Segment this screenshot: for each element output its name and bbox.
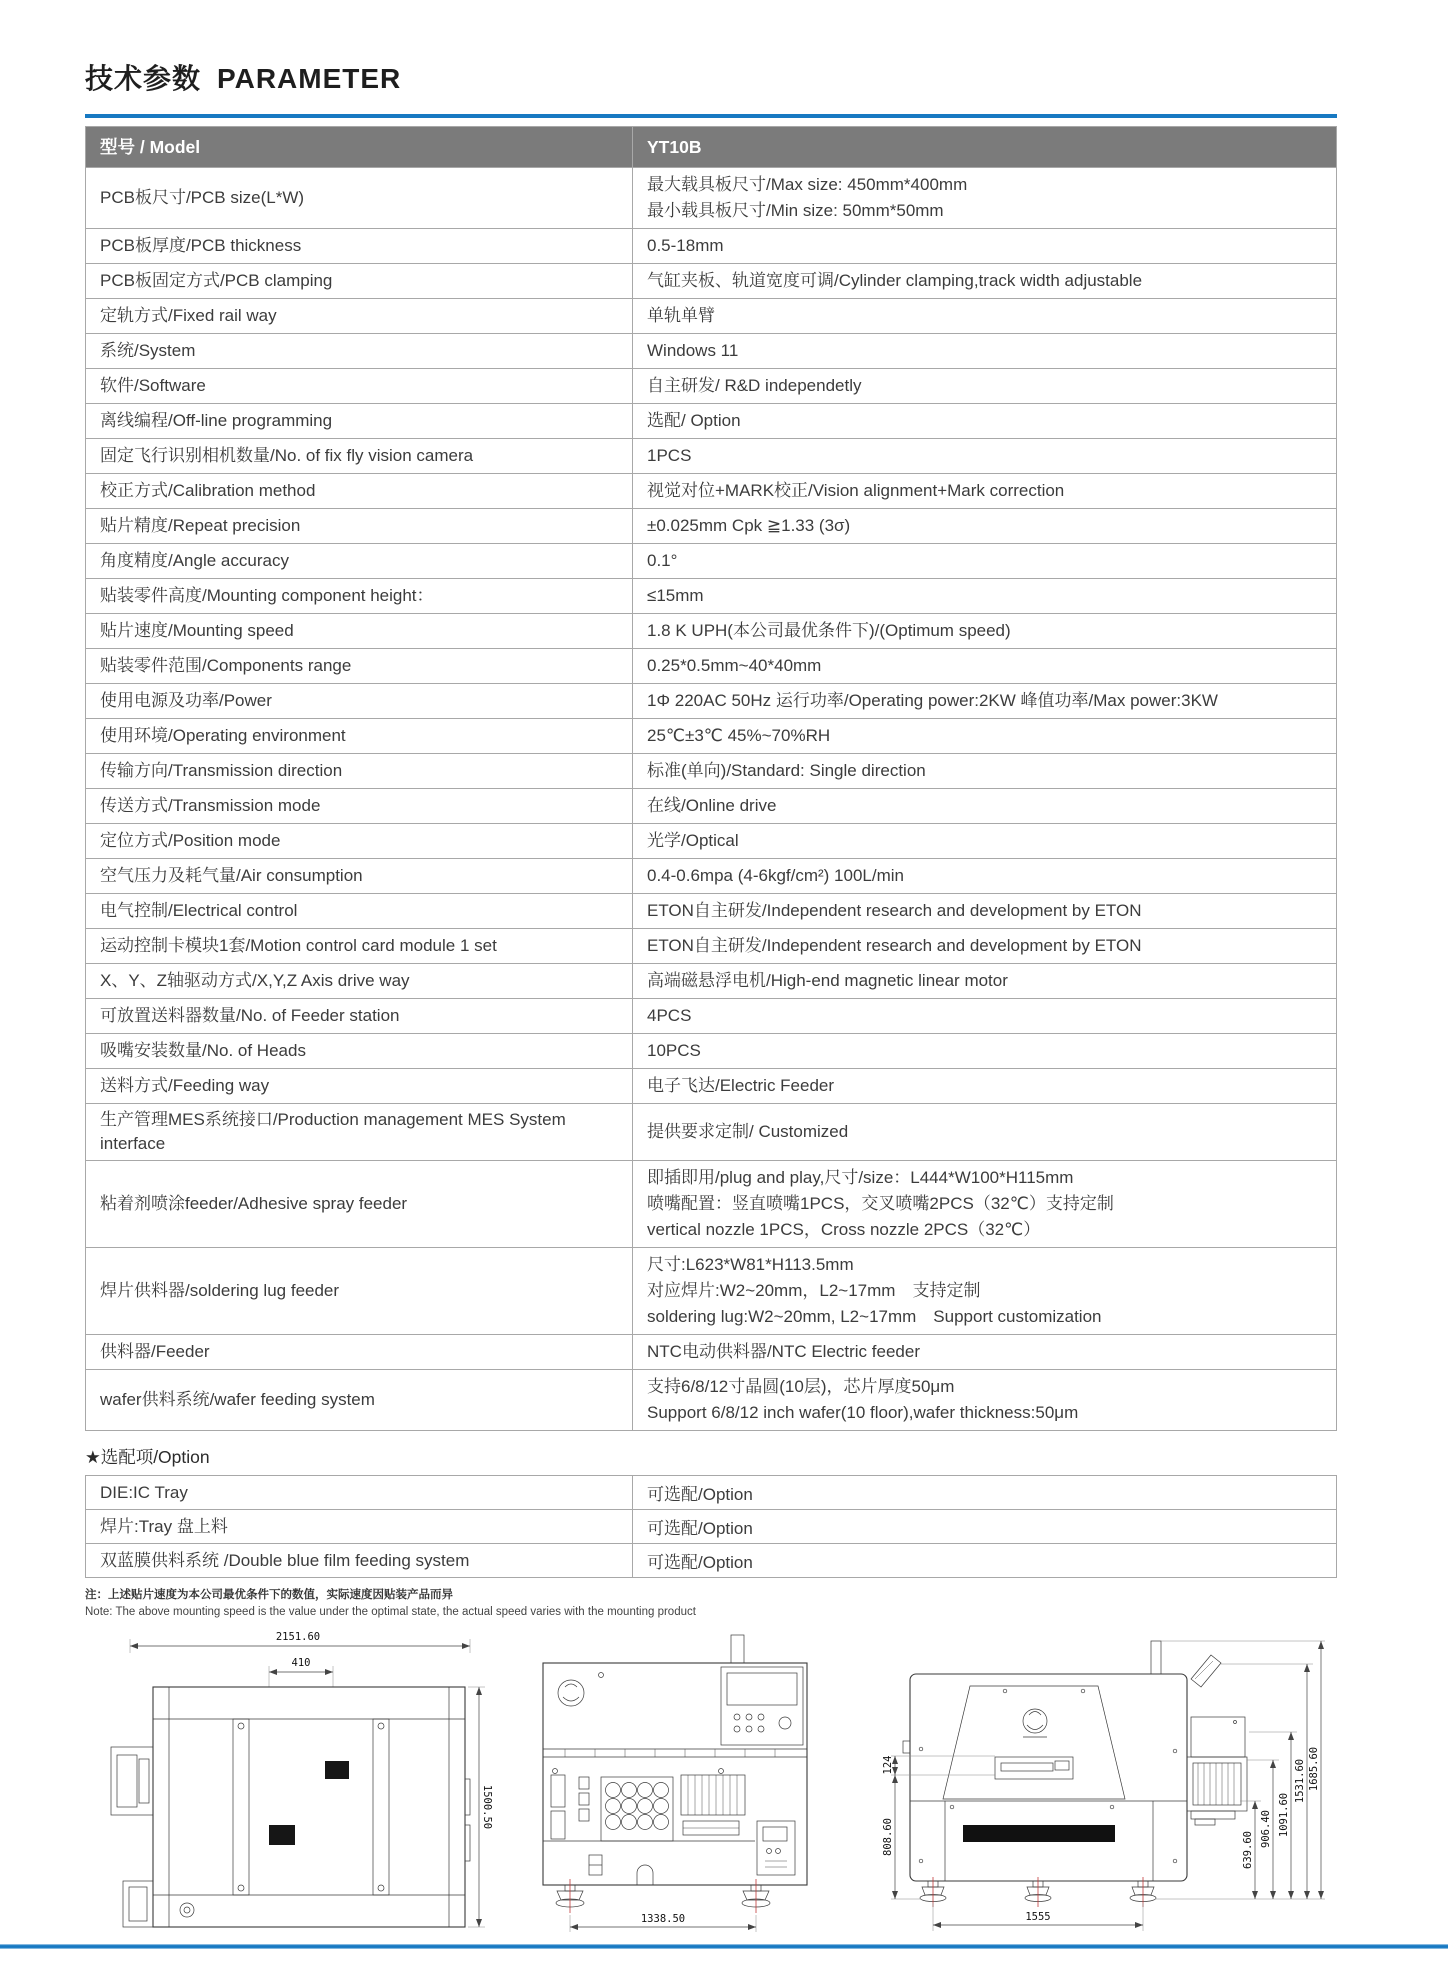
spec-value [633,1161,1337,1248]
note-en: Note: The above mounting speed is the value under the optimal state, the actual speed varies with the mounting product [85,1606,696,1618]
spec-label: 贴装零件范围/Components range [86,649,633,684]
spec-row [86,334,1337,369]
spec-label: 送料方式/Feeding way [86,1069,633,1104]
dim-side-upper-offset: 124 [882,1755,894,1775]
top-view-drawing [85,1629,495,1949]
spec-row [86,1335,1337,1370]
option-row [86,1476,1337,1510]
spec-label: 校正方式/Calibration method [86,474,633,509]
model-header-row [86,127,1337,168]
dimension-drawings [85,1629,1337,1949]
option-value: 可选配/Option [633,1544,1337,1578]
spec-value [633,894,1337,929]
spec-value-line: vertical nozzle 1PCS，Cross nozzle 2PCS（32℃） [647,1220,1041,1239]
spec-row [86,614,1337,649]
spec-row [86,1161,1337,1248]
spec-row [86,719,1337,754]
spec-value-line: 最小载具板尺寸/Min size: 50mm*50mm [647,201,944,220]
spec-value [633,1248,1337,1335]
page-title-en: PARAMETER [217,63,402,94]
spec-label: PCB板尺寸/PCB size(L*W) [86,168,633,229]
model-header-label: 型号 / Model [86,127,633,168]
dim-side-monitor-bottom: 639.60 [1242,1831,1254,1869]
spec-value-line: 视觉对位+MARK校正/Vision alignment+Mark correction [647,481,1065,500]
model-header-value: YT10B [633,127,1337,168]
spec-label: 空气压力及耗气量/Air consumption [86,859,633,894]
spec-value [633,859,1337,894]
spec-label: 定轨方式/Fixed rail way [86,299,633,334]
spec-value [633,299,1337,334]
dim-side-monitor-mid: 906.40 [1260,1810,1272,1848]
spec-row [86,929,1337,964]
spec-value-line: 10PCS [647,1041,701,1060]
spec-label: PCB板固定方式/PCB clamping [86,264,633,299]
spec-row [86,894,1337,929]
spec-value [633,964,1337,999]
dim-front-feet-span: 1338.50 [640,1913,686,1925]
spec-value-line: ±0.025mm Cpk ≧1.33 (3σ) [647,516,851,535]
spec-value [633,229,1337,264]
spec-row [86,789,1337,824]
spec-label: 定位方式/Position mode [86,824,633,859]
page-bottom-rule [0,1944,1448,1949]
spec-value-line: 提供要求定制/ Customized [647,1122,849,1141]
option-label: 双蓝膜供料系统 /Double blue film feeding system [86,1544,633,1578]
spec-value-line: 1PCS [647,446,692,465]
spec-label: 离线编程/Off-line programming [86,404,633,439]
spec-label: 生产管理MES系统接口/Production management MES System interface [86,1104,633,1161]
spec-value [633,1335,1337,1370]
spec-label: 运动控制卡模块1套/Motion control card module 1 set [86,929,633,964]
spec-value [633,999,1337,1034]
spec-row [86,439,1337,474]
dim-top-track-width: 410 [291,1657,311,1669]
spec-row [86,579,1337,614]
dim-side-base-height: 808.60 [882,1818,894,1856]
spec-value-line: 高端磁悬浮电机/High-end magnetic linear motor [647,971,1008,990]
spec-value [633,544,1337,579]
side-view-drawing [855,1629,1325,1949]
dim-side-monitor-top: 1091.60 [1278,1792,1290,1838]
spec-value-line: 支持6/8/12寸晶圆(10层)，芯片厚度50μm [647,1377,955,1396]
option-value: 可选配/Option [633,1510,1337,1544]
spec-label: PCB板厚度/PCB thickness [86,229,633,264]
spec-value-line: 1Φ 220AC 50Hz 运行功率/Operating power:2KW 峰值功率/Max power:3KW [647,691,1218,710]
spec-value-line: Windows 11 [647,341,739,360]
page-title-zh: 技术参数 [85,63,202,94]
spec-label: 贴片速度/Mounting speed [86,614,633,649]
option-value: 可选配/Option [633,1476,1337,1510]
dim-top-overall-width: 2151.60 [275,1631,321,1643]
spec-value [633,334,1337,369]
spec-label: 供料器/Feeder [86,1335,633,1370]
spec-row [86,229,1337,264]
spec-value-line: NTC电动供料器/NTC Electric feeder [647,1342,920,1361]
spec-value [633,789,1337,824]
spec-row [86,264,1337,299]
spec-row [86,369,1337,404]
spec-row [86,824,1337,859]
spec-row [86,1104,1337,1161]
spec-row [86,168,1337,229]
spec-value [633,719,1337,754]
spec-row [86,684,1337,719]
spec-label: 焊片供料器/soldering lug feeder [86,1248,633,1335]
spec-value-line: 喷嘴配置：竖直喷嘴1PCS，交叉喷嘴2PCS（32℃）支持定制 [647,1194,1114,1213]
spec-label: 系统/System [86,334,633,369]
option-row [86,1510,1337,1544]
spec-row [86,1034,1337,1069]
spec-label: 粘着剂喷涂feeder/Adhesive spray feeder [86,1161,633,1248]
spec-value-line: 光学/Optical [647,831,739,850]
spec-value-line: 0.4-0.6mpa (4-6kgf/cm²) 100L/min [647,866,904,885]
spec-value-line: 即插即用/plug and play,尺寸/size：L444*W100*H115mm [647,1168,1074,1187]
spec-row [86,649,1337,684]
spec-value [633,649,1337,684]
option-section-heading: ★选配项/Option [85,1447,210,1467]
spec-value-line: 0.25*0.5mm~40*40mm [647,656,822,675]
spec-value-line: 单轨单臂 [647,306,715,325]
spec-label: 使用环境/Operating environment [86,719,633,754]
spec-label: 使用电源及功率/Power [86,684,633,719]
title-underline [85,114,1337,118]
spec-label: X、Y、Z轴驱动方式/X,Y,Z Axis drive way [86,964,633,999]
spec-label: 电气控制/Electrical control [86,894,633,929]
front-view-drawing [525,1629,825,1949]
spec-value [633,684,1337,719]
spec-value [633,754,1337,789]
spec-value [633,614,1337,649]
spec-label: 软件/Software [86,369,633,404]
spec-value-line: 4PCS [647,1006,692,1025]
dim-side-body-top: 1531.60 [1294,1758,1306,1804]
spec-value-line: ≤15mm [647,586,704,605]
dim-top-overall-depth: 1500.50 [481,1784,493,1830]
spec-value [633,168,1337,229]
spec-label: wafer供料系统/wafer feeding system [86,1370,633,1431]
spec-value [633,264,1337,299]
option-label: DIE:IC Tray [86,1476,633,1510]
spec-value-line: 1.8 K UPH(本公司最优条件下)/(Optimum speed) [647,621,1011,640]
spec-value [633,439,1337,474]
spec-value [633,474,1337,509]
spec-value [633,1370,1337,1431]
spec-value [633,1104,1337,1161]
spec-value-line: ETON自主研发/Independent research and development by ETON [647,901,1142,920]
spec-value-line: 在线/Online drive [647,796,777,815]
spec-value [633,369,1337,404]
spec-row [86,474,1337,509]
option-table [85,1475,1337,1578]
spec-value-line: ETON自主研发/Independent research and development by ETON [647,936,1142,955]
spec-row [86,1248,1337,1335]
page-title [85,62,1337,96]
spec-row [86,964,1337,999]
spec-row [86,544,1337,579]
spec-value-line: Support 6/8/12 inch wafer(10 floor),wafer thickness:50μm [647,1403,1079,1422]
spec-label: 传输方向/Transmission direction [86,754,633,789]
spec-value [633,509,1337,544]
spec-value-line: 电子飞达/Electric Feeder [647,1076,835,1095]
spec-label: 吸嘴安装数量/No. of Heads [86,1034,633,1069]
spec-row [86,404,1337,439]
parameter-table [85,126,1337,1431]
footnotes [85,1587,1337,1621]
spec-value-line: 标准(单向)/Standard: Single direction [647,761,926,780]
spec-label: 角度精度/Angle accuracy [86,544,633,579]
dim-side-feet-span: 1555 [1025,1911,1051,1923]
spec-value-line: 对应焊片:W2~20mm，L2~17mm 支持定制 [647,1281,981,1300]
spec-value-line: 尺寸:L623*W81*H113.5mm [647,1255,854,1274]
spec-value [633,1069,1337,1104]
spec-row [86,859,1337,894]
spec-label: 传送方式/Transmission mode [86,789,633,824]
spec-value-line: 最大载具板尺寸/Max size: 450mm*400mm [647,175,968,194]
spec-value [633,824,1337,859]
spec-label: 贴装零件高度/Mounting component height： [86,579,633,614]
spec-value-line: 选配/ Option [647,411,741,430]
spec-value-line: 25℃±3℃ 45%~70%RH [647,726,831,745]
spec-label: 固定飞行识别相机数量/No. of fix fly vision camera [86,439,633,474]
spec-value [633,929,1337,964]
option-row [86,1544,1337,1578]
spec-label: 贴片精度/Repeat precision [86,509,633,544]
spec-value-line: 0.5-18mm [647,236,724,255]
spec-row [86,299,1337,334]
option-label: 焊片:Tray 盘上料 [86,1510,633,1544]
spec-row [86,999,1337,1034]
page-content [85,0,1337,1949]
spec-value-line: 0.1° [647,551,678,570]
spec-value-line: soldering lug:W2~20mm, L2~17mm Support customization [647,1307,1102,1326]
spec-value-line: 自主研发/ R&D independetly [647,376,862,395]
spec-row [86,1069,1337,1104]
dim-side-overall-height: 1685.60 [1308,1746,1320,1792]
note-zh: 注：上述贴片速度为本公司最优条件下的数值，实际速度因贴装产品而异 [85,1589,453,1601]
spec-row [86,1370,1337,1431]
spec-row [86,754,1337,789]
spec-label: 可放置送料器数量/No. of Feeder station [86,999,633,1034]
spec-row [86,509,1337,544]
spec-value [633,579,1337,614]
spec-value [633,404,1337,439]
spec-value [633,1034,1337,1069]
spec-value-line: 气缸夹板、轨道宽度可调/Cylinder clamping,track width adjustable [647,271,1143,290]
